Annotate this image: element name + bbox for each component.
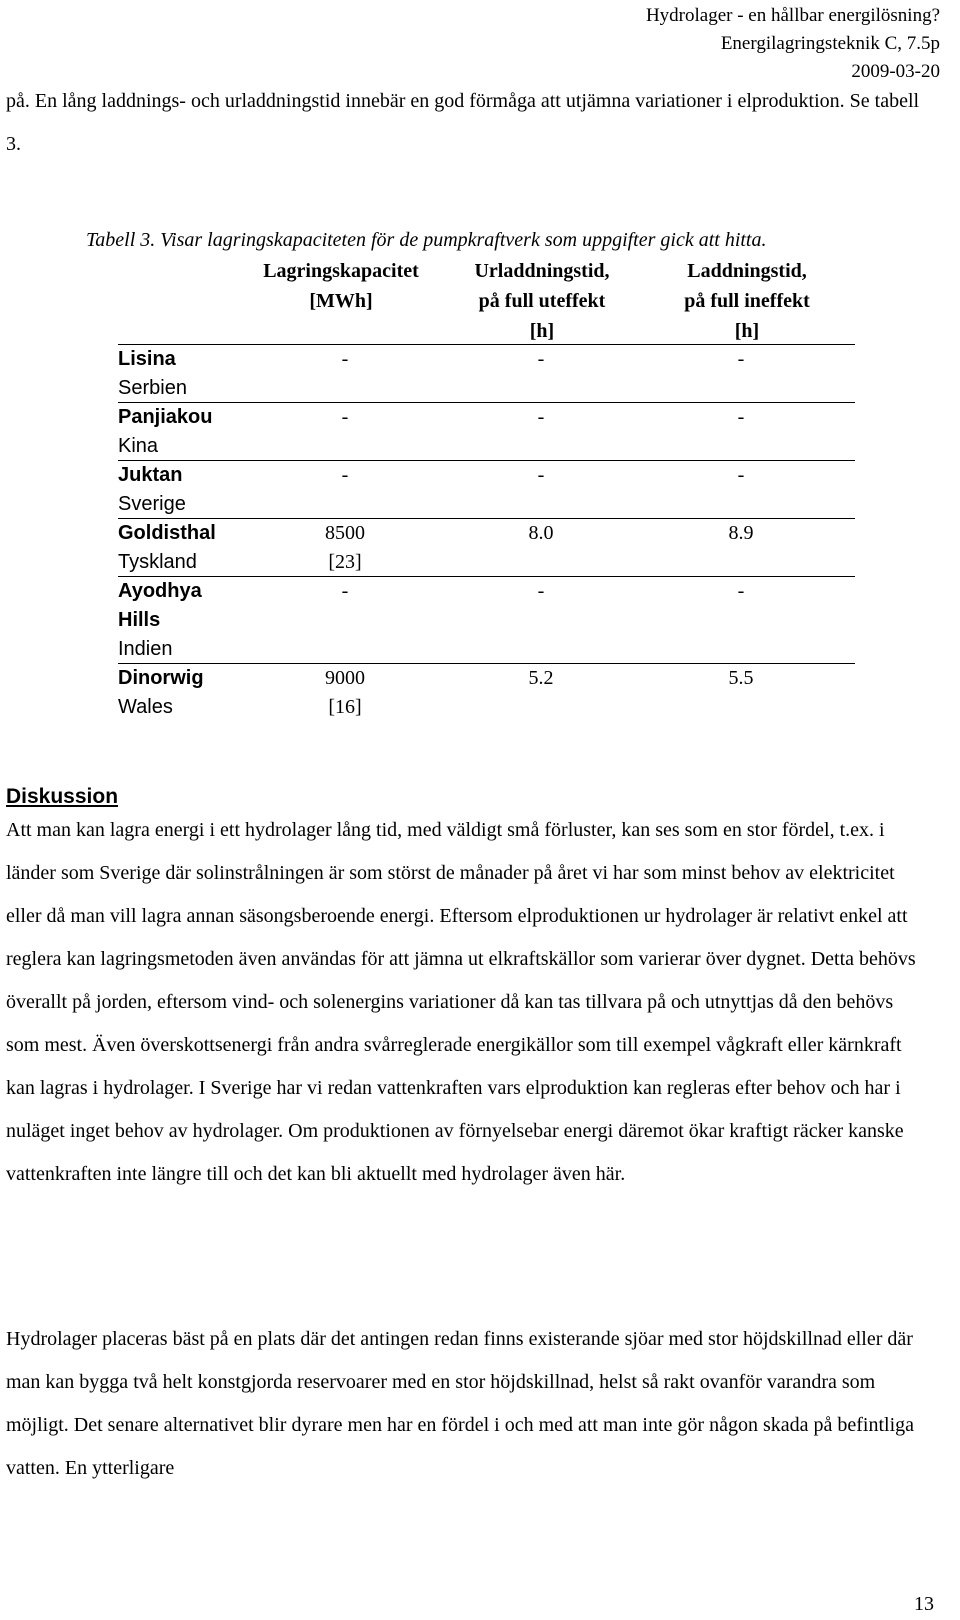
header-charge-time: Laddningstid, på full ineffekt [h] xyxy=(684,260,810,342)
charge-cell: 5.5 xyxy=(728,667,754,689)
table-row xyxy=(118,577,855,664)
discharge-cell: 5.2 xyxy=(528,667,554,689)
header-course: Energilagringsteknik C, 7.5p xyxy=(720,33,940,54)
capacity-cell: 9000 [16] xyxy=(325,667,365,718)
table-row xyxy=(118,403,855,461)
capacity-cell: - xyxy=(341,348,349,370)
header-title: Hydrolager - en hållbar energilösning? xyxy=(645,5,940,26)
location-cell: Lisina Serbien xyxy=(118,348,187,399)
lead-paragraph: på. En lång laddnings- och urladdningstid innebär en god förmåga att utjämna variationer i elproduktion. Se tabell 3. xyxy=(6,90,920,155)
discharge-cell: - xyxy=(537,348,545,370)
table-caption: Tabell 3. Visar lagringskapaciteten för de pumpkraftverk som uppgifter gick att hitta. xyxy=(86,229,767,251)
discharge-cell: - xyxy=(537,464,545,486)
table-row xyxy=(118,461,855,519)
discussion-paragraph-1: Att man kan lagra energi i ett hydrolager lång tid, med väldigt små förluster, kan ses som en stor fördel, t.ex. i länder som Sverige där solinstrålningen är som störst de månader på året vi har som minst behov av elektricitet eller då man vill lagra annan säsongsberoende energi. Eftersom elproduktionen ur hydrolager är relativt enkel att reglera kan lagringsmetoden även användas för att jämna ut elkraftskällor som varierar över dygnet. Detta behövs överallt på jorden, eftersom vind- och solenergins variationer då kan tas tillvara på och utnyttjas då den behövs som mest. Även överskottsenergi från andra svårreglerade energikällor som till exempel vågkraft eller kärnkraft kan lagras i hydrolager. I Sverige har vi redan vattenkraften vars elproduktion kan regleras efter behov och har i nuläget inget behov av hydrolager. Om produktionen av förnyelsebar energi däremot ökar kraftigt räcker kanske vattenkraften inte längre till och det kan bli aktuellt med hydrolager även här. xyxy=(6,819,916,1185)
discharge-cell: 8.0 xyxy=(528,522,554,544)
header-date: 2009-03-20 xyxy=(851,61,940,82)
discharge-cell: - xyxy=(537,406,545,428)
table-row xyxy=(118,345,855,403)
header-discharge-time: Urladdningstid, på full uteffekt [h] xyxy=(474,260,610,342)
header-capacity: Lagringskapacitet [MWh] xyxy=(263,260,419,312)
section-heading: Diskussion xyxy=(6,785,119,808)
capacity-cell: - xyxy=(341,464,349,486)
location-cell: Goldisthal Tyskland xyxy=(118,522,216,573)
location-cell: Ayodhya Hills Indien xyxy=(118,580,202,660)
charge-cell: 8.9 xyxy=(728,522,754,544)
table-row xyxy=(118,664,855,724)
charge-cell: - xyxy=(737,580,745,602)
capacity-cell: 8500 [23] xyxy=(325,522,365,573)
page-number: 13 xyxy=(914,1593,934,1615)
capacity-cell: - xyxy=(341,580,349,602)
pumped-storage-table xyxy=(118,256,855,724)
location-cell: Dinorwig Wales xyxy=(118,667,204,718)
page-header xyxy=(646,2,940,86)
capacity-cell: - xyxy=(341,406,349,428)
discussion-paragraph-2: Hydrolager placeras bäst på en plats där det antingen redan finns existerande sjöar med stor höjdskillnad eller där man kan bygga två helt konstgjorda reservoarer med en stor höjdskillnad, helst så rakt ovanför varandra som möjligt. Det senare alternativet blir dyrare men har en fördel i och med att man inte gör någon skada på befintliga vatten. En ytterligare xyxy=(6,1328,915,1479)
table-row xyxy=(118,519,855,577)
location-cell: Panjiakou Kina xyxy=(118,406,213,457)
discharge-cell: - xyxy=(537,580,545,602)
charge-cell: - xyxy=(737,406,745,428)
charge-cell: - xyxy=(737,348,745,370)
location-cell: Juktan Sverige xyxy=(118,464,186,515)
charge-cell: - xyxy=(737,464,745,486)
table-header xyxy=(118,256,855,345)
